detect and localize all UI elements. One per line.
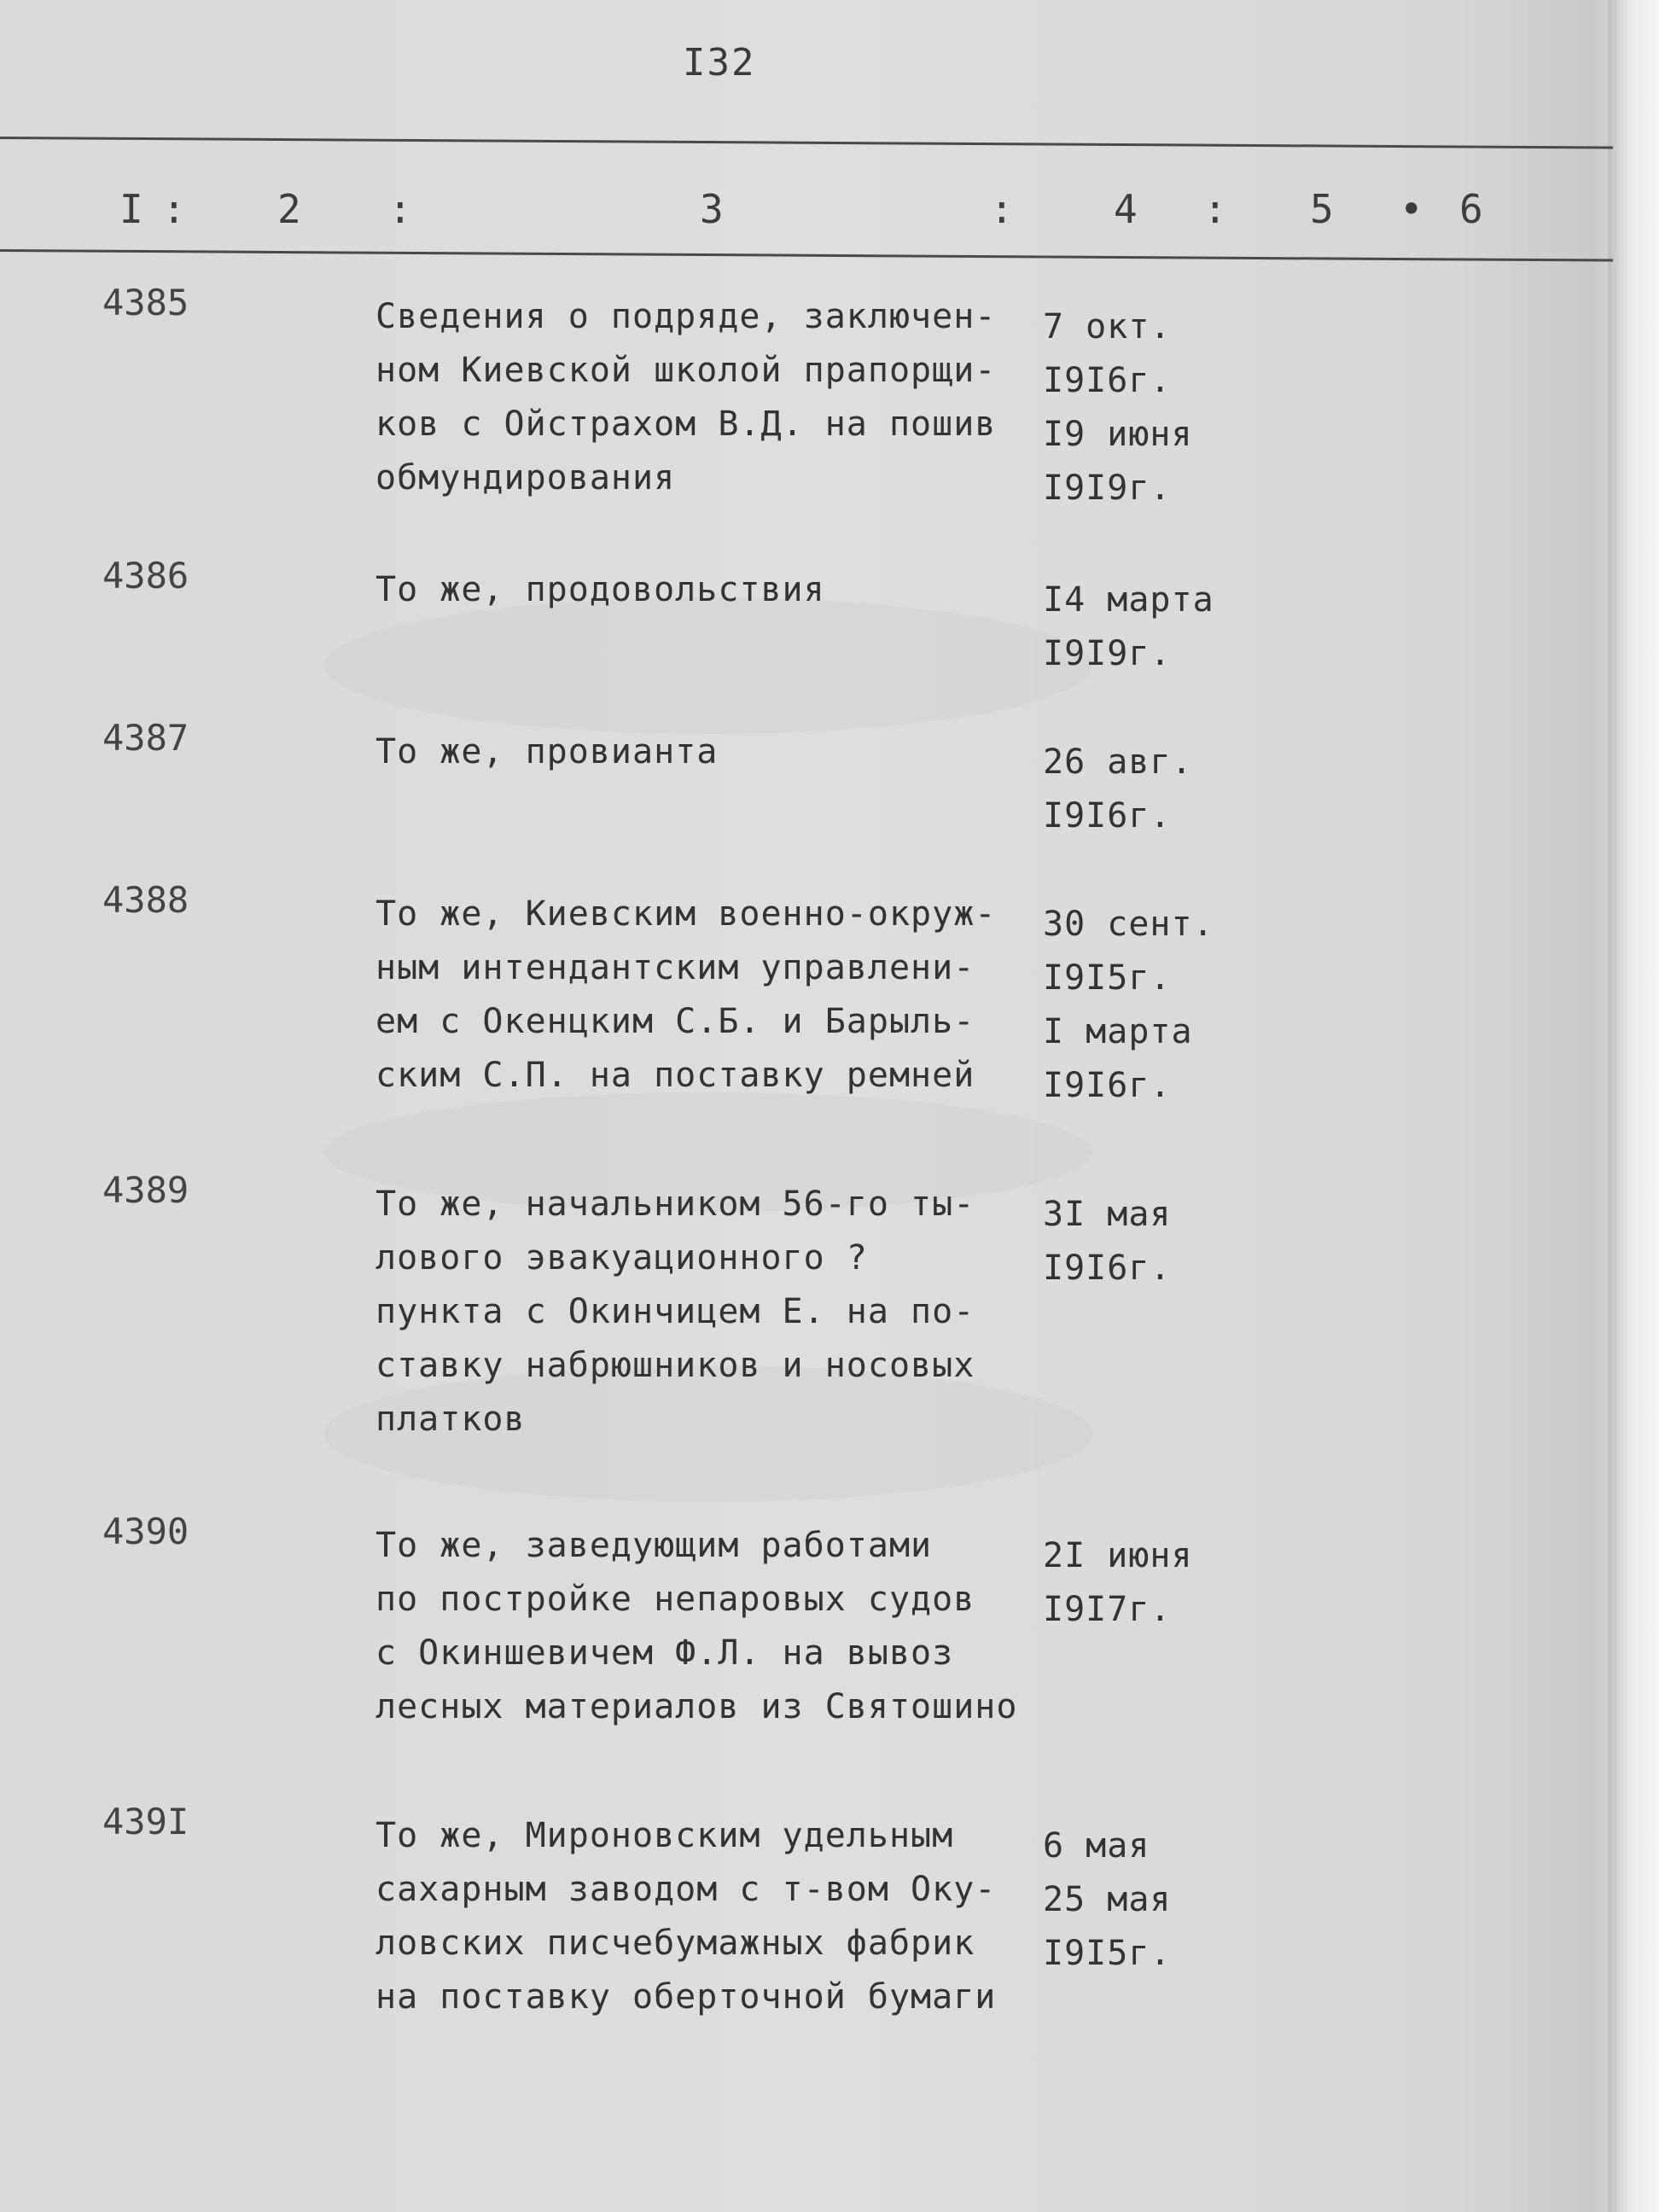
date-line: 6 мая xyxy=(1043,1826,1150,1866)
date-line: I9I6г. xyxy=(1043,361,1172,400)
entry-description xyxy=(375,725,1050,779)
date-line: I9I6г. xyxy=(1043,1066,1172,1105)
entry-dates xyxy=(1043,573,1214,681)
description-line: лового эвакуационного ? xyxy=(375,1238,868,1278)
entry-number: 439I xyxy=(102,1801,189,1842)
description-line: То же, Киевским военно-окруж- xyxy=(375,894,997,934)
entry-description xyxy=(375,888,1050,1103)
entry-dates xyxy=(1043,300,1193,515)
column-separator: : xyxy=(1203,186,1227,232)
page-number: I32 xyxy=(683,41,756,84)
date-line: I марта xyxy=(1043,1012,1193,1051)
date-line: 7 окт. xyxy=(1043,307,1172,346)
entry-number: 4389 xyxy=(102,1169,189,1211)
entry-dates xyxy=(1043,736,1193,843)
entry-number: 4385 xyxy=(102,282,189,323)
date-line: I9I6г. xyxy=(1043,796,1172,835)
column-header-4: 4 xyxy=(1114,186,1138,232)
header-rule-bottom xyxy=(0,249,1613,262)
entry-dates xyxy=(1043,1188,1172,1295)
column-header-6: 6 xyxy=(1459,186,1483,232)
column-separator: : xyxy=(162,186,186,232)
description-line: ловских писчебумажных фабрик xyxy=(375,1924,975,1963)
date-line: 26 авг. xyxy=(1043,742,1193,782)
column-separator: : xyxy=(388,186,412,232)
column-header-3: 3 xyxy=(700,186,724,232)
description-line: на поставку оберточной бумаги xyxy=(375,1977,997,2017)
description-line: с Окиншевичем Ф.Л. на вывоз xyxy=(375,1633,954,1673)
description-line: То же, провианта xyxy=(375,732,719,771)
entry-dates xyxy=(1043,1819,1172,1981)
column-header-2: 2 xyxy=(277,186,301,232)
entry-number: 4390 xyxy=(102,1511,189,1552)
description-line: То же, заведующим работами xyxy=(375,1526,933,1565)
entry-dates xyxy=(1043,1529,1193,1637)
description-line: Сведения о подряде, заключен- xyxy=(375,297,997,336)
description-line: лесных материалов из Святошино xyxy=(375,1687,1018,1726)
page-edge xyxy=(1608,0,1659,2212)
date-line: I9I6г. xyxy=(1043,1249,1172,1288)
date-line: 25 мая xyxy=(1043,1880,1172,1919)
date-line: I4 марта xyxy=(1043,580,1214,620)
description-line: сахарным заводом с т-вом Оку- xyxy=(375,1870,997,1909)
description-line: по постройке непаровых судов xyxy=(375,1580,975,1619)
date-line: 30 сент. xyxy=(1043,905,1214,944)
column-header-1: I xyxy=(119,186,143,232)
entry-number: 4386 xyxy=(102,555,189,597)
date-line: 3I мая xyxy=(1043,1195,1172,1234)
column-separator: • xyxy=(1400,186,1423,232)
description-line: платков xyxy=(375,1400,526,1439)
entry-number: 4387 xyxy=(102,717,189,759)
description-line: То же, начальником 56-го ты- xyxy=(375,1185,975,1224)
smudge xyxy=(324,597,1092,734)
description-line: То же, продовольствия xyxy=(375,570,825,609)
date-line: I9I7г. xyxy=(1043,1590,1172,1629)
date-line: 2I июня xyxy=(1043,1536,1193,1575)
description-line: ном Киевской школой прапорщи- xyxy=(375,351,997,390)
description-line: ем с Окенцким С.Б. и Барыль- xyxy=(375,1002,975,1041)
entry-description xyxy=(375,1519,1050,1734)
description-line: ским С.П. на поставку ремней xyxy=(375,1056,975,1095)
date-line: I9I9г. xyxy=(1043,469,1172,508)
column-separator: : xyxy=(990,186,1014,232)
entry-description xyxy=(375,1809,1050,2024)
date-line: I9I9г. xyxy=(1043,634,1172,673)
entry-dates xyxy=(1043,898,1214,1113)
description-line: То же, Мироновским удельным xyxy=(375,1816,954,1855)
entry-description xyxy=(375,563,1050,617)
header-rule-top xyxy=(0,137,1613,149)
description-line: пункта с Окинчицем Е. на по- xyxy=(375,1292,975,1331)
column-header-5: 5 xyxy=(1310,186,1334,232)
entry-description xyxy=(375,1178,1050,1447)
description-line: обмундирования xyxy=(375,458,676,498)
description-line: ков с Ойстрахом В.Д. на пошив xyxy=(375,405,997,444)
description-line: ным интендантским управлени- xyxy=(375,948,975,987)
date-line: I9I5г. xyxy=(1043,958,1172,998)
date-line: I9I5г. xyxy=(1043,1934,1172,1973)
date-line: I9 июня xyxy=(1043,415,1193,454)
entry-number: 4388 xyxy=(102,879,189,921)
description-line: ставку набрюшников и носовых xyxy=(375,1346,975,1385)
entry-description xyxy=(375,290,1050,505)
